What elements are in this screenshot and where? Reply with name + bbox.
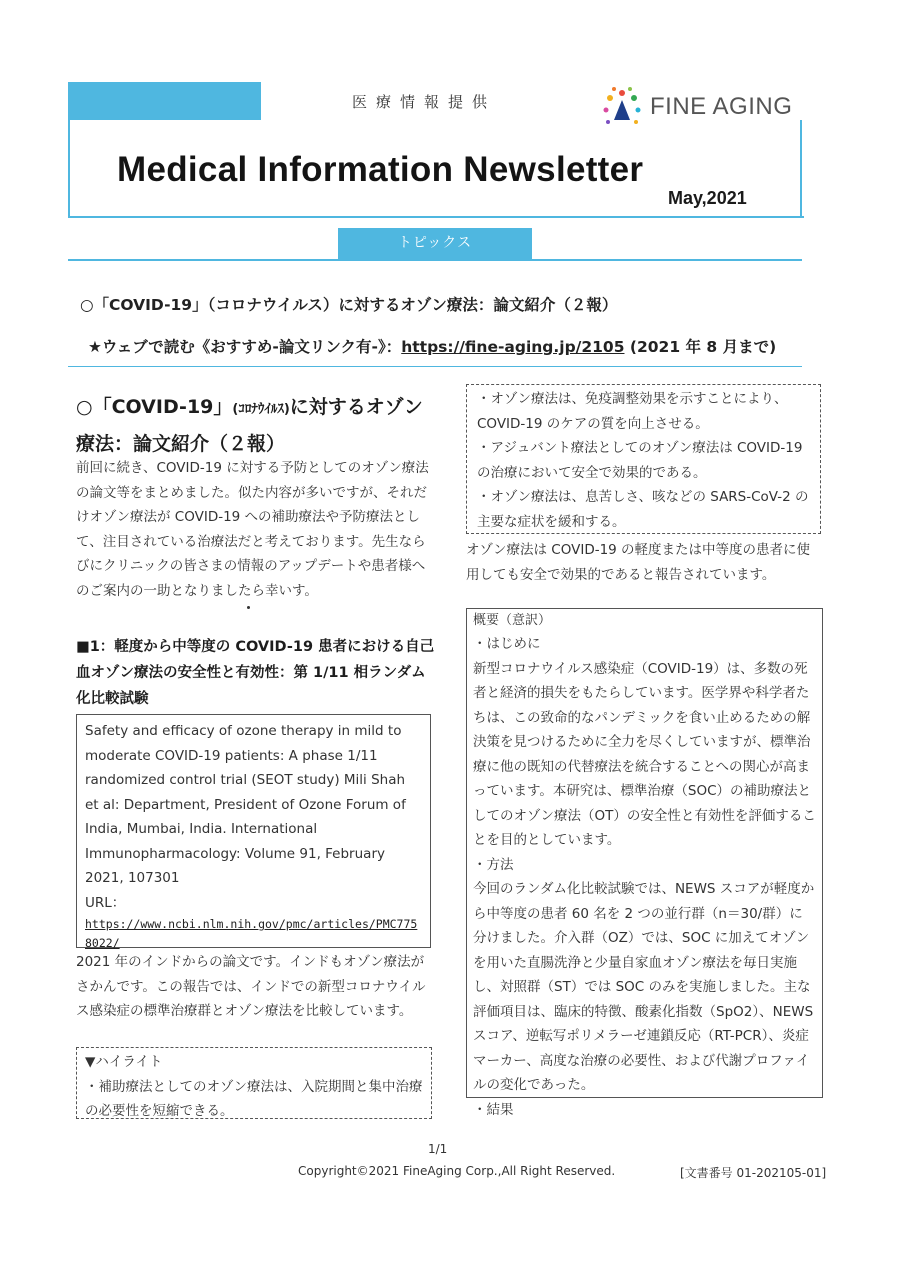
article-title-part-b: (ｺﾛﾅｳｲﾙｽ) — [232, 402, 290, 417]
stray-mark — [247, 606, 250, 609]
brand-name: FINE AGING — [650, 93, 793, 120]
topics-label: トピックス — [338, 228, 532, 259]
abstract-title: 概要（意訳） — [473, 613, 552, 628]
highlight-bullet: ・アジュバント療法としてのオゾン療法は COVID-19 の治療において安全で効果的である。 — [477, 440, 803, 481]
abstract-method-text: 今回のランダム化比較試験では、NEWS スコアが軽度から中等度の患者 60 名を 2 つの並行群（n＝30/群）に分けました。介入群（OZ）では、SOC に加えてオゾンを用いた直腸洗浄と少量自家血オゾン療法を毎日実施し、対照群（ST）では SOC のみを実施しました。主な評価項目は、臨床的特徴、酸素化指数（SpO2）、NEWS スコア、逆転写ポリメラーゼ連鎖反応（RT-PCR）、炎症マーカー、高度な治療の必要性、および代謝プロファイルの変化であった。 — [473, 881, 815, 1093]
citation-text: Safety and efficacy of ozone therapy in mild to moderate COVID-19 patients: A phase 1/11 randomized control trial (SEOT study) Mili Shah et al: Department, President of Ozone Forum of India, Mumbai, India. International Immunopharmacology: Volume 91, February 2021, 107301 — [85, 723, 406, 886]
web-link-suffix: (2021 年 8 月まで) — [624, 338, 777, 356]
abstract-intro-label: ・はじめに — [473, 636, 541, 652]
summary-paragraph: オゾン療法は COVID-19 の軽度または中等度の患者に使用しても安全で効果的であると報告されています。 — [466, 542, 811, 583]
page-number: 1/1 — [428, 1142, 448, 1156]
highlight-bullet: ・オゾン療法は、息苦しさ、咳などの SARS-CoV-2 の主要な症状を緩和する。 — [477, 489, 809, 530]
paper-1-body: 2021 年のインドからの論文です。インドもオゾン療法がさかんです。この報告では、インドでの新型コロナウイルス感染症の標準治療群とオゾン療法を比較しています。 — [76, 954, 426, 1019]
article-title — [76, 390, 438, 461]
citation-url[interactable]: https://www.ncbi.nlm.nih.gov/pmc/articles/PMC7758022/ — [85, 917, 418, 950]
intro-paragraph: 前回に続き、COVID-19 に対する予防としてのオゾン療法の論文等をまとめました。似た内容が多いですが、それだけオゾン療法が COVID-19 への補助療法や予防療法として、注目されている治療法だと考えております。先生ならびにクリニックの皆さまの情報のアップデートや患者様へのご案内の一助となりましたら幸いす。 — [76, 460, 429, 599]
section-divider — [68, 366, 802, 367]
newsletter-title: Medical Information Newsletter — [117, 150, 644, 189]
abstract-intro-text: 新型コロナウイルス感染症（COVID-19）は、多数の死者と経済的損失をもたらしています。医学界や科学者たちは、この致命的なパンデミックを食い止めるための解決策を見つけるために全力を尽くしていますが、標準治療に他の既知の代替療法を統合することへの関心が高まっています。本研究は、標準治療（SOC）の補助療法としてのオゾン療法（OT）の安全性と有効性を評価することを目的としています。 — [473, 660, 816, 848]
header-accent-bar — [68, 82, 261, 120]
highlight-box — [76, 1047, 432, 1119]
fine-aging-logo-icon — [600, 86, 644, 128]
citation-url-label: URL： — [85, 894, 126, 911]
issue-date: May,2021 — [668, 188, 747, 208]
web-link[interactable]: https://fine-aging.jp/2105 — [401, 338, 625, 356]
web-link-line — [88, 335, 776, 357]
header-frame-right — [800, 120, 802, 218]
highlight-item: ・補助療法としてのオゾン療法は、入院期間と集中治療の必要性を短縮できる。 — [85, 1078, 423, 1119]
highlight-continued-box — [466, 384, 821, 534]
topics-divider — [68, 259, 802, 261]
article-title-part-c: に対するオゾン療法：論文紹介（２報） — [76, 396, 423, 455]
highlight-title: ▼ハイライト — [85, 1054, 163, 1070]
article-title-part-a: ○「COVID-19」 — [76, 396, 233, 418]
paper-1-title: ■1：軽度から中等度の COVID-19 患者における自己血オゾン療法の安全性と有効性：第 1/11 相ランダム化比較試験 — [76, 639, 435, 707]
highlight-bullet: ・オゾン療法は、免疫調整効果を示すことにより、COVID-19 のケアの質を向上させる。 — [477, 391, 788, 432]
topic-headline: ○「COVID-19」（コロナウイルス）に対するオゾン療法：論文紹介（２報） — [80, 296, 618, 314]
abstract-box — [466, 608, 823, 1118]
abstract-result-label: ・結果 — [473, 1101, 514, 1118]
document-number: [文書番号 01-202105-01] — [680, 1166, 827, 1180]
abstract-method-label: ・方法 — [473, 856, 514, 873]
header-kicker: 医療情報提供 — [352, 93, 497, 111]
citation-box — [76, 714, 431, 948]
copyright: Copyright©2021 FineAging Corp.,All Right Reserved. — [298, 1164, 616, 1178]
web-link-prefix: ★ウェブで読む《おすすめ-論文リンク有-》： — [88, 338, 402, 356]
